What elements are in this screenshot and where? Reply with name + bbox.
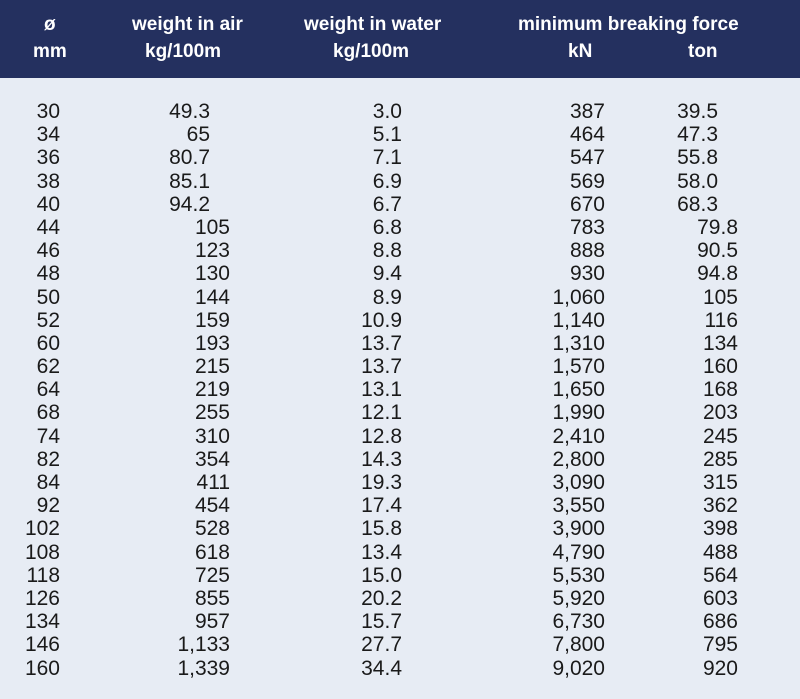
diameter-cell: 50 <box>36 285 60 309</box>
mbf-ton-cell: 686 <box>702 610 738 634</box>
weight-water-cell: 12.1 <box>361 401 402 425</box>
weight-water-cell: 13.7 <box>361 331 402 355</box>
diameter-cell: 40 <box>36 192 60 216</box>
mbf-kn-cell: 888 <box>569 239 605 263</box>
diameter-cell: 62 <box>36 355 60 379</box>
weight-air-cell: 528 <box>194 517 230 541</box>
table-row <box>0 564 800 587</box>
mbf-kn-cell: 1,650 <box>552 378 605 402</box>
mbf-kn-cell: 783 <box>569 215 605 239</box>
weight-water-cell: 17.4 <box>361 494 402 518</box>
mbf-ton-cell: 245 <box>702 424 738 448</box>
weight-water-cell: 6.9 <box>372 169 402 193</box>
table-row <box>0 262 800 285</box>
diameter-unit-header: mm <box>33 41 67 62</box>
diameter-cell: 48 <box>36 262 60 286</box>
table-row <box>0 494 800 517</box>
weight-air-cell: 215 <box>194 355 230 379</box>
mbf-kn-cell: 9,020 <box>552 656 605 680</box>
diameter-cell: 64 <box>36 378 60 402</box>
weight-air-cell: 1,339 <box>177 656 230 680</box>
mbf-ton-cell: 68.3 <box>677 192 718 216</box>
mbf-ton-cell: 362 <box>702 494 738 518</box>
mbf-ton-cell: 58.0 <box>677 169 718 193</box>
weight-air-cell: 354 <box>194 447 230 471</box>
mbf-ton-cell: 105 <box>702 285 738 309</box>
weight-air-cell: 193 <box>194 331 230 355</box>
weight-water-cell: 34.4 <box>361 656 402 680</box>
diameter-cell: 102 <box>24 517 60 541</box>
table-row <box>0 216 800 239</box>
weight-water-header: weight in water <box>304 14 442 35</box>
diameter-cell: 92 <box>36 494 60 518</box>
weight-air-cell: 65 <box>186 123 210 147</box>
weight-water-cell: 13.1 <box>361 378 402 402</box>
mbf-ton-cell: 203 <box>702 401 738 425</box>
table-row <box>0 309 800 332</box>
table-row <box>0 401 800 424</box>
mbf-kn-cell: 3,550 <box>552 494 605 518</box>
mbf-kn-cell: 1,060 <box>552 285 605 309</box>
table-row <box>0 448 800 471</box>
diameter-cell: 52 <box>36 308 60 332</box>
weight-water-cell: 6.7 <box>372 192 402 216</box>
mbf-ton-cell: 90.5 <box>697 239 738 263</box>
diameter-cell: 134 <box>24 610 60 634</box>
diameter-cell: 74 <box>36 424 60 448</box>
table-row <box>0 657 800 680</box>
table-row <box>0 332 800 355</box>
diameter-cell: 46 <box>36 239 60 263</box>
table-row <box>0 100 800 123</box>
weight-water-cell: 6.8 <box>372 215 402 239</box>
table-row <box>0 633 800 656</box>
diameter-cell: 84 <box>36 471 60 494</box>
mbf-kn-cell: 1,140 <box>552 308 605 332</box>
table-row <box>0 425 800 448</box>
weight-air-cell: 310 <box>194 424 230 448</box>
weight-air-cell: 255 <box>194 401 230 425</box>
weight-air-header: weight in air <box>132 14 243 35</box>
mbf-kn-cell: 2,410 <box>552 424 605 448</box>
weight-air-cell: 725 <box>194 563 230 587</box>
mbf-ton-cell: 603 <box>702 586 738 610</box>
weight-water-cell: 8.9 <box>372 285 402 309</box>
weight-air-cell: 1,133 <box>177 633 230 657</box>
weight-water-cell: 15.7 <box>361 610 402 634</box>
mbf-kn-cell: 670 <box>569 192 605 216</box>
diameter-cell: 60 <box>36 331 60 355</box>
mbf-ton-cell: 47.3 <box>677 123 718 147</box>
weight-water-unit-header: kg/100m <box>333 41 410 62</box>
weight-water-cell: 27.7 <box>361 633 402 657</box>
table-row <box>0 587 800 610</box>
weight-air-cell: 94.2 <box>169 192 210 216</box>
diameter-cell: 118 <box>26 563 60 587</box>
weight-air-cell: 219 <box>194 378 230 402</box>
weight-air-unit-header: kg/100m <box>145 41 222 62</box>
mbf-kn-cell: 5,530 <box>552 563 605 587</box>
mbf-ton-cell: 55.8 <box>677 146 718 170</box>
mbf-ton-cell: 398 <box>702 517 738 541</box>
diameter-cell: 108 <box>24 540 60 564</box>
mbf-kn-cell: 2,800 <box>552 447 605 471</box>
mbf-kn-cell: 1,310 <box>552 331 605 355</box>
mbf-kn-cell: 387 <box>569 100 605 123</box>
weight-water-cell: 15.0 <box>361 563 402 587</box>
mbf-kn-cell: 464 <box>569 123 605 147</box>
mbf-kn-cell: 569 <box>569 169 605 193</box>
diameter-cell: 160 <box>24 656 60 680</box>
table-header <box>0 0 800 78</box>
table-row <box>0 170 800 193</box>
weight-water-cell: 13.7 <box>361 355 402 379</box>
weight-water-cell: 14.3 <box>361 447 402 471</box>
mbf-kn-cell: 7,800 <box>552 633 605 657</box>
diameter-cell: 36 <box>36 146 60 170</box>
table-row <box>0 355 800 378</box>
mbf-ton-cell: 134 <box>702 331 738 355</box>
weight-air-cell: 49.3 <box>169 100 210 123</box>
weight-air-cell: 454 <box>194 494 230 518</box>
mbf-ton-cell: 564 <box>702 563 738 587</box>
diameter-cell: 44 <box>36 215 60 239</box>
mbf-header: minimum breaking force <box>518 14 739 35</box>
weight-air-cell: 159 <box>194 308 230 332</box>
weight-air-cell: 855 <box>194 586 230 610</box>
weight-water-cell: 9.4 <box>372 262 402 286</box>
mbf-kn-cell: 930 <box>569 262 605 286</box>
weight-air-cell: 618 <box>194 540 230 564</box>
mbf-kn-header: kN <box>568 41 593 62</box>
weight-water-cell: 5.1 <box>372 123 402 147</box>
diameter-cell: 82 <box>36 447 60 471</box>
mbf-kn-cell: 1,990 <box>552 401 605 425</box>
weight-water-cell: 13.4 <box>361 540 402 564</box>
table-row <box>0 146 800 169</box>
weight-air-cell: 85.1 <box>169 169 210 193</box>
weight-water-cell: 12.8 <box>361 424 402 448</box>
table-row <box>0 517 800 540</box>
mbf-kn-cell: 547 <box>569 146 605 170</box>
table-row <box>0 239 800 262</box>
mbf-ton-cell: 94.8 <box>697 262 738 286</box>
table-row <box>0 286 800 309</box>
mbf-kn-cell: 3,900 <box>552 517 605 541</box>
mbf-kn-cell: 3,090 <box>552 471 605 494</box>
weight-water-cell: 19.3 <box>361 471 402 494</box>
weight-air-cell: 144 <box>194 285 230 309</box>
weight-air-cell: 411 <box>196 471 230 494</box>
weight-water-cell: 10.9 <box>361 308 402 332</box>
weight-air-cell: 80.7 <box>169 146 210 170</box>
diameter-symbol-header: ø <box>44 14 56 35</box>
mbf-kn-cell: 5,920 <box>552 586 605 610</box>
weight-air-cell: 130 <box>194 262 230 286</box>
table-row <box>0 378 800 401</box>
mbf-ton-cell: 168 <box>702 378 738 402</box>
table-row <box>0 193 800 216</box>
mbf-ton-cell: 39.5 <box>677 100 718 123</box>
mbf-kn-cell: 1,570 <box>552 355 605 379</box>
weight-water-cell: 20.2 <box>361 586 402 610</box>
mbf-kn-cell: 4,790 <box>552 540 605 564</box>
mbf-kn-cell: 6,730 <box>552 610 605 634</box>
diameter-cell: 126 <box>24 586 60 610</box>
mbf-ton-cell: 285 <box>702 447 738 471</box>
mbf-ton-cell: 315 <box>702 471 738 494</box>
weight-water-cell: 7.1 <box>372 146 402 170</box>
table-row <box>0 471 800 494</box>
weight-water-cell: 15.8 <box>361 517 402 541</box>
mbf-ton-header: ton <box>688 41 718 62</box>
mbf-ton-cell: 160 <box>702 355 738 379</box>
diameter-cell: 34 <box>36 123 60 147</box>
diameter-cell: 38 <box>36 169 60 193</box>
mbf-ton-cell: 795 <box>702 633 738 657</box>
table-row <box>0 123 800 146</box>
table-row <box>0 610 800 633</box>
weight-air-cell: 957 <box>194 610 230 634</box>
mbf-ton-cell: 79.8 <box>697 215 738 239</box>
table-row <box>0 541 800 564</box>
diameter-cell: 146 <box>24 633 60 657</box>
table-body <box>0 100 800 680</box>
weight-air-cell: 105 <box>194 215 230 239</box>
diameter-cell: 30 <box>36 100 60 123</box>
mbf-ton-cell: 116 <box>704 308 738 332</box>
mbf-ton-cell: 488 <box>702 540 738 564</box>
weight-water-cell: 3.0 <box>372 100 402 123</box>
weight-air-cell: 123 <box>194 239 230 263</box>
mbf-ton-cell: 920 <box>702 656 738 680</box>
diameter-cell: 68 <box>36 401 60 425</box>
weight-water-cell: 8.8 <box>372 239 402 263</box>
